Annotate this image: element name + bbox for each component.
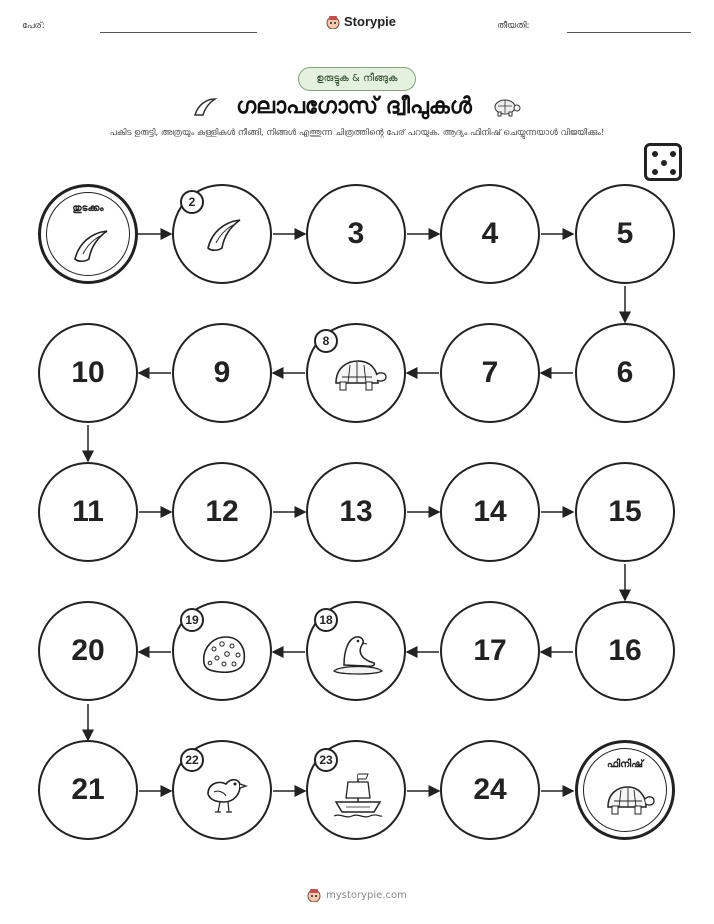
board-space-5: 5 bbox=[575, 184, 675, 284]
board-space-6: 6 bbox=[575, 323, 675, 423]
space-number-badge: 2 bbox=[180, 190, 204, 214]
tortoise-icon bbox=[602, 783, 656, 819]
page-title: ഗലാപഗോസ് ദ്വീപുകൾ bbox=[236, 94, 472, 119]
finish-space bbox=[575, 740, 675, 840]
start-space bbox=[38, 184, 138, 284]
instructions: പകിട ഉരുട്ടി, അത്രയും കള്ളികൾ നീങ്ങി, നിങ്ങൾ എത്തുന്ന ചിത്രത്തിന്റെ പേര് പറയുക. ആദ്യം ഫിനിഷ് ചെയ്യുന്നയാൾ വിജയിക്കും! bbox=[109, 128, 605, 138]
name-label: പേര്: bbox=[22, 21, 45, 31]
board-space-20: 20 bbox=[38, 601, 138, 701]
game-type-tag: ഉരുട്ടുക & നീങ്ങുക bbox=[298, 67, 416, 91]
board-space-12: 12 bbox=[172, 462, 272, 562]
finch-icon bbox=[200, 770, 248, 818]
board-space-13: 13 bbox=[306, 462, 406, 562]
space-number-badge: 19 bbox=[180, 608, 204, 632]
lava-rock-icon bbox=[200, 633, 248, 675]
claw-icon bbox=[202, 216, 246, 252]
board-space-21: 21 bbox=[38, 740, 138, 840]
ship-icon bbox=[332, 770, 384, 820]
board-space-16: 16 bbox=[575, 601, 675, 701]
space-number-badge: 23 bbox=[314, 748, 338, 772]
space-number-badge: 22 bbox=[180, 748, 204, 772]
board-space-10: 10 bbox=[38, 323, 138, 423]
board-space-11: 11 bbox=[38, 462, 138, 562]
board-space-17: 17 bbox=[440, 601, 540, 701]
board-space-9: 9 bbox=[172, 323, 272, 423]
board-space-14: 14 bbox=[440, 462, 540, 562]
board-space-3: 3 bbox=[306, 184, 406, 284]
date-label: തീയതി: bbox=[497, 21, 530, 31]
space-number-badge: 8 bbox=[314, 329, 338, 353]
tortoise-icon bbox=[330, 357, 388, 395]
claw-icon bbox=[69, 227, 113, 263]
board-space-24: 24 bbox=[440, 740, 540, 840]
start-label: തുടക്കം bbox=[72, 203, 104, 214]
board-space-7: 7 bbox=[440, 323, 540, 423]
footer-url[interactable]: mystorypie.com bbox=[326, 889, 407, 901]
board-space-4: 4 bbox=[440, 184, 540, 284]
finish-label: ഫിനിഷ് bbox=[606, 759, 644, 770]
board-space-15: 15 bbox=[575, 462, 675, 562]
footer bbox=[0, 888, 714, 902]
sea-lion-icon bbox=[330, 629, 386, 677]
brand-name: Storypie bbox=[344, 14, 397, 29]
space-number-badge: 18 bbox=[314, 608, 338, 632]
storypie-mascot-icon bbox=[307, 888, 321, 902]
